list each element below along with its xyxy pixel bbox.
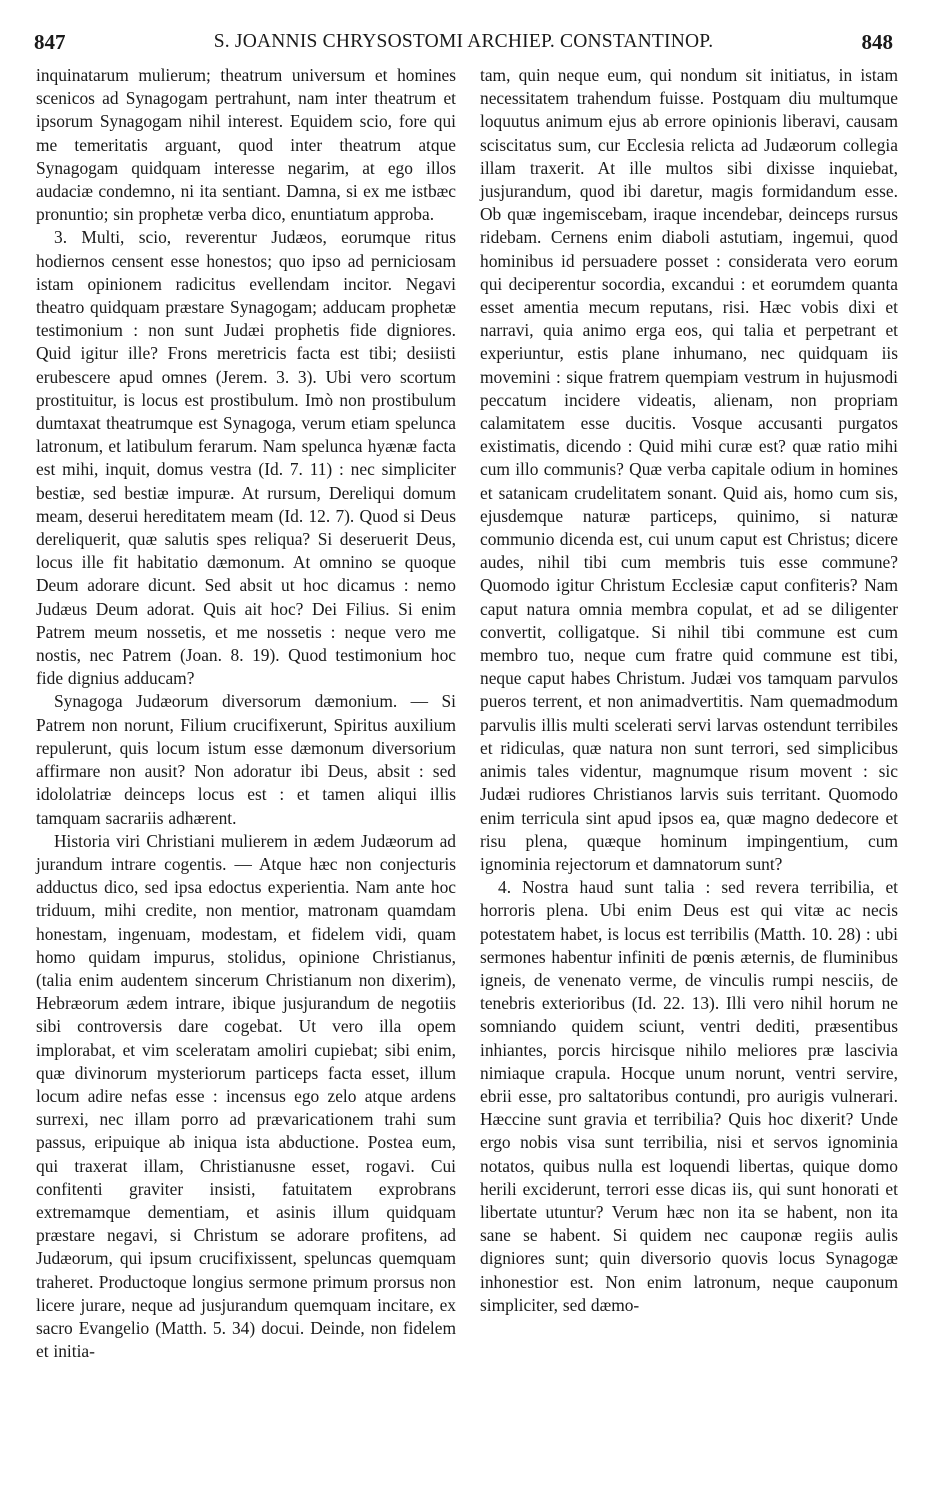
paragraph: inquinatarum mulierum; theatrum universum et homines scenicos ad Synagogam pertrahunt, nam inter theatrum et ipsorum Synagogam nihil interest. Equidem scio, fore qui me temeritatis arguant, quod inter theatrum atque Synagogam quidquam interesse negarim, at ego illos audaciæ condemno, ni ita sentiant. Damna, si ex me istbæc pronuntio; sin prophetæ verba dico, enuntiatum approba. bbox=[36, 65, 456, 225]
paragraph: 4. Nostra haud sunt talia : sed revera terribilia, et horroris plena. Ubi enim Deus est qui vitæ ac necis potestatem habet, is locus est terribilis (Matth. 10. 28) : ubi sermones habentur infiniti de pœnis æternis, de fluminibus igneis, de venenato verme, de vinculis rumpi nesciis, de tenebris exterioribus (Id. 22. 13). Illi vero nihil horum ne somniando quidem sciunt, ventri dediti, præsentibus inhiantes, porcis hircisque nihilo meliores præ lascivia nimiaque crapula. Hocque unum norunt, ventri servire, ebrii esse, pro saltatoribus contundi, pro aurigis vulnerari. Hæccine sunt gravia et terribilia? Quis hoc dixerit? Unde ergo nobis visa sunt terribilia, nisi et servos ignominia notatos, quibus nulla est loquendi libertas, quique domo herili exciderunt, terrori esse dicas iis, qui sunt honorati et libertate utuntur? Verum hæc non ita se habent, non ita sane se habent. Si quidem nec cauponæ regiis aulis digniores sunt; quin diversorio quovis locus Synagogæ inhonestior est. Non enim latronum, neque cauponum simpliciter, sed dæmo- bbox=[480, 877, 898, 1315]
page-number-right: 848 bbox=[861, 30, 893, 54]
paragraph: 3. Multi, scio, reverentur Judæos, eorumque ritus hodiernos censent esse honestos; quo ipso ad perniciosam istam opinionem radicitus evellendam incitor. Negavi theatro quidquam præstare Synagogam; adducam prophetæ testimonium : non sunt Judæi prophetis fide digniores. Quid igitur ille? Frons meretricis facta est tibi; desiisti erubescere apud omnes (Jerem. 3. 3). Ubi vero scortum prostituitur, is locus est prostibulum. Imò non prostibulum dumtaxat theatrumque est Synagoga, verum etiam spelunca latronum, et latibulum ferarum. Nam spelunca hyænæ facta est mihi, inquit, domus vestra (Id. 7. 11) : nec simpliciter bestiæ, sed bestiæ impuræ. At rursum, Dereliqui domum meam, deserui hereditatem meam (Id. 12. 7). Quod si Deus dereliquerit, quæ salutis spes reliqua? Si deseruerit Deus, locus ille fit habitatio dæmonum. At omnino se quoque Deum adorare dicunt. Sed absit ut hoc dicamus : nemo Judæus Deum adorat. Quis ait hoc? Dei Filius. Si enim Patrem meum nossetis, et me nossetis : neque vero me nostis, nec Patrem (Joan. 8. 19). Quod testimonium hoc fide dignius adducam? bbox=[36, 227, 456, 689]
paragraph: Synagoga Judæorum diversorum dæmonium. — Si Patrem non norunt, Filium crucifixerunt, Spiritus auxilium repulerunt, quis locum istum esse dæmonum diversorium affirmare non ausit? Non adoratur ibi Deus, absit : sed idololatriæ deinceps locus est : et tamen aliqui illis tamquam sacrariis adhærent. bbox=[36, 691, 456, 828]
paragraph: Historia viri Christiani mulierem in ædem Judæorum ad jurandum intrare cogentis. — Atque hæc non conjecturis adductus dico, sed ipsa edoctus experientia. Nam ante hoc triduum, mihi credite, non mentior, matronam quamdam honestam, ingenuam, modestam, et fidelem vidi, quam homo quidam impurus, stolidus, opinione Christianus, (talia enim audentem sincerum Christianum non dixerim), Hebræorum ædem intrare, ibique jusjurandum de negotiis sibi controversis dare cogebat. Ut vero illa opem implorabat, et vim sceleratam amoliri cupiebat; sibi enim, quæ divinorum mysteriorum particeps facta esset, illum locum adire nefas esse : incensus ego zelo atque ardens surrexi, nec illam porro ad prævaricationem trahi sum passus, eripuique ab iniqua ista abductione. Postea eum, qui traxerat illam, Christianusne esset, rogavi. Cui confitenti graviter insisti, fatuitatem exprobrans extremamque dementiam, et asinis illum quidquam præstare negavi, si Christum se adorare profitens, ad Judæorum, qui ipsum crucifixissent, speluncas quemquam traheret. Productoque longius sermone primum prorsus non licere jurare, neque ad jusjurandum quemquam incitare, ex sacro Evangelio (Matth. 5. 34) docui. Deinde, non fidelem et initia- bbox=[36, 830, 456, 1362]
paragraph: tam, quin neque eum, qui nondum sit initiatus, in istam necessitatem trahendum fuisse. Postquam diu multumque loquutus animum ejus ab errore opinionis liberavi, causam sciscitatus sum, cur Ecclesia relicta ad Judæorum collegia illam traxerit. At ille multos sibi dixisse inquiebat, jusjurandum, quod ibi daretur, magis formidandum esse. Ob quæ ingemiscebam, iraque incendebar, deinceps rursus ridebam. Cernens enim diaboli astutiam, ingemui, quod hominibus id persuadere posset : considerata vero eorum qui deciperentur socordia, excandui : et eorumdem quanta esset amentia mecum reputans, risi. Hæc vobis dixi et narravi, quia animo erga eos, qui talia et perpetrant et experiuntur, estis plane inhumano, nec quidquam iis movemini : sique fratrem quempiam vestrum in hujusmodi peccatum incidere videatis, alienam, non propriam calamitatem esse ducitis. Vosque accusanti purgatos existimatis, dicendo : Quid mihi curæ est? quæ ratio mihi cum illo communis? Quæ verba capitale odium in homines et satanicam crudelitatem sonant. Quid ais, homo cum sis, ejusdemque naturæ particeps, quinimo, si naturæ communio dicenda est, cui unum caput est Christus; dicere audes, nihil tibi cum membris tuis esse commune? Quomodo igitur Christum Ecclesiæ caput confiteris? Nam caput natura omnia membra copulat, et ad se diligenter convertit, colligatque. Si nihil tibi commune est cum membro tuo, neque cum fratre quid commune est tibi, neque caput habes Christum. Judæi vos tamquam parvulos pueros terrent, et non animadvertitis. Nam quemadmodum parvulis illis multi scelerati servi larvas ostendunt terribiles et ridiculas, quæ natura non sunt terrori, sed simplicibus animis tales videntur, magnumque risum movent : sic Judæi rudiores Christianos larvis suis territant. Quomodo enim terricula sint apud ipsos ea, quæ magno dedecore et risu plena, quæque hominum impingentium, cum ignominia rejectorum et damnatorum sunt? bbox=[480, 65, 898, 874]
right-column bbox=[480, 64, 898, 1317]
running-title: S. JOANNIS CHRYSOSTOMI ARCHIEP. CONSTANTINOP. bbox=[213, 31, 714, 52]
page-number-left: 847 bbox=[34, 30, 66, 54]
left-column bbox=[36, 64, 456, 1363]
running-header bbox=[34, 30, 893, 62]
